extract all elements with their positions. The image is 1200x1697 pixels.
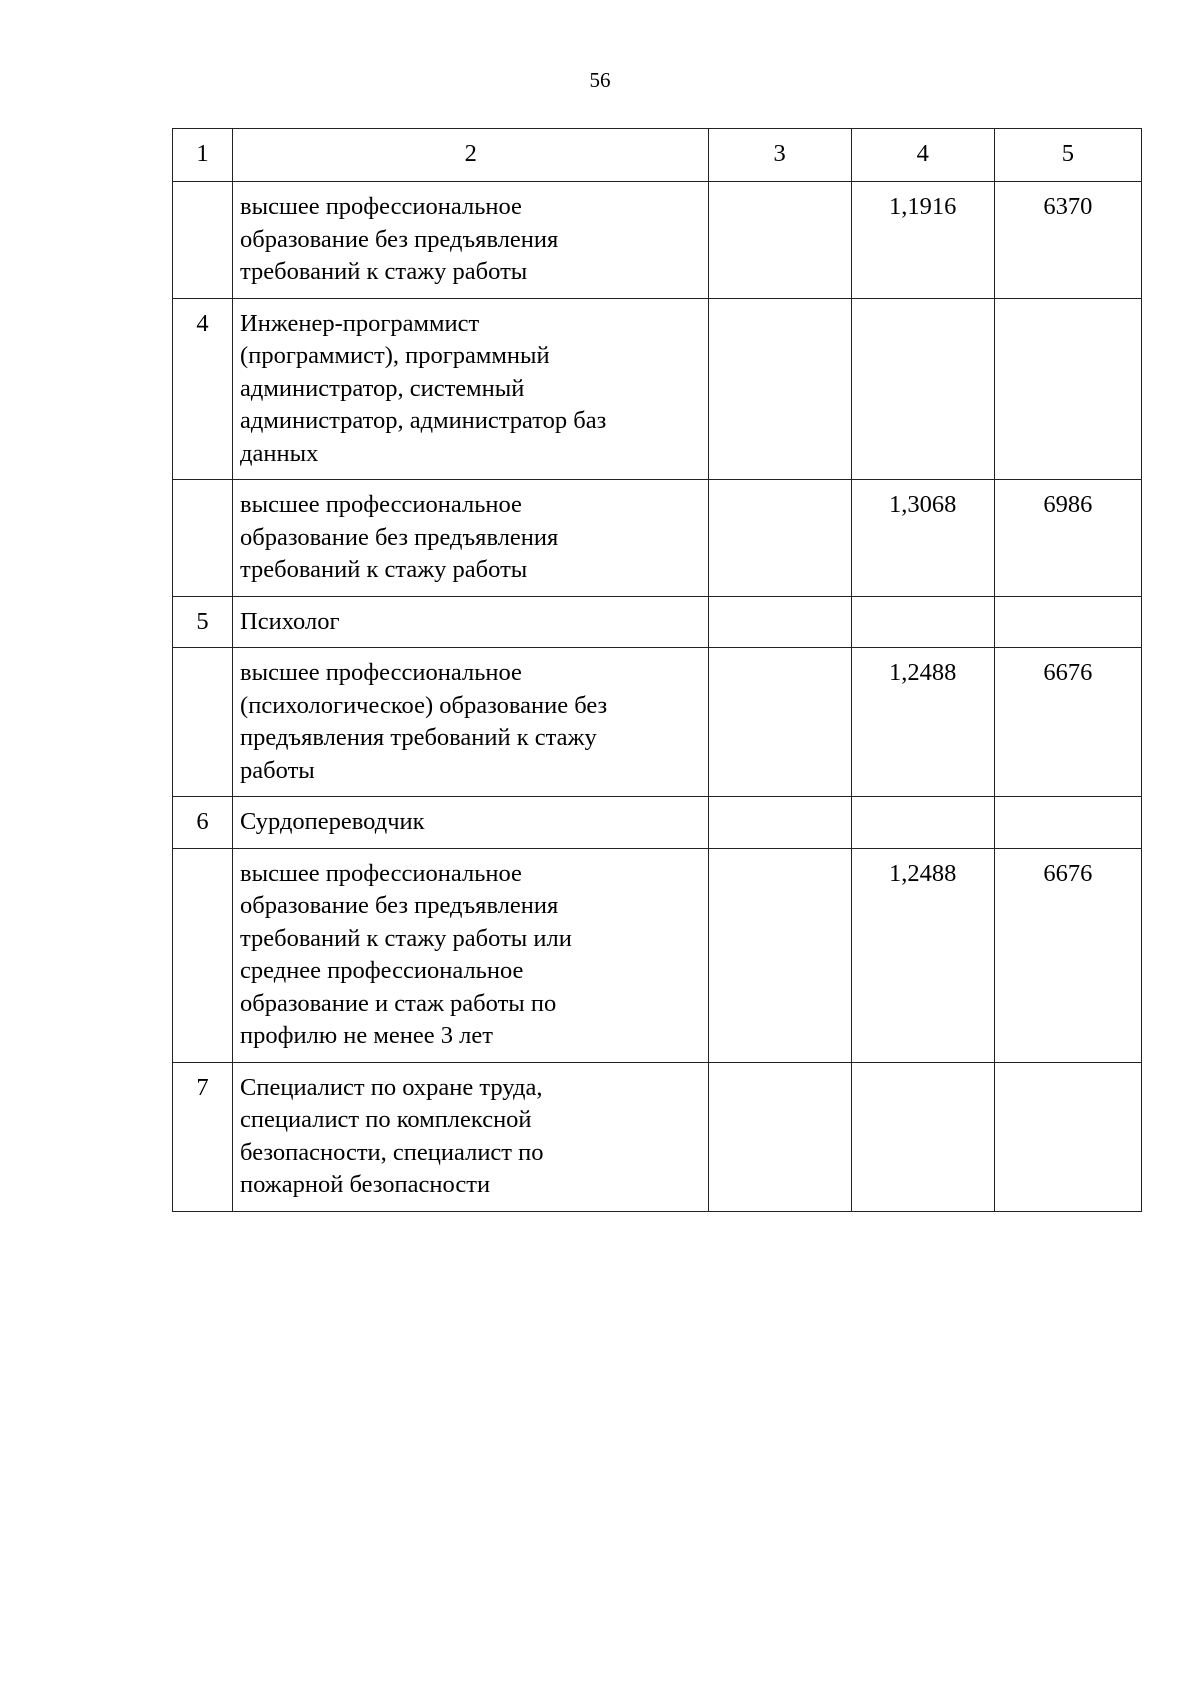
table-body <box>173 129 1142 1212</box>
salary-cell: 6986 <box>994 480 1141 597</box>
header-cell-3: 3 <box>708 129 851 182</box>
column-3-cell <box>708 648 851 797</box>
description-line: предъявления требований к стажу <box>240 724 597 751</box>
salary-cell: 6676 <box>994 848 1141 1062</box>
description-line: (психологическое) образование без <box>240 691 608 719</box>
table-row <box>173 1062 1142 1211</box>
position-description-cell <box>233 298 708 480</box>
description-line: образование без предъявления <box>240 225 559 253</box>
description-line: пожарной безопасности <box>240 1171 491 1198</box>
table-row <box>173 596 1142 648</box>
description-line: администратор, администратор баз <box>240 407 607 434</box>
position-description-cell <box>233 596 708 648</box>
description-line: Сурдопереводчик <box>240 808 425 835</box>
table-row <box>173 648 1142 797</box>
column-3-cell <box>708 298 851 480</box>
description-line: специалист по комплексной <box>240 1106 532 1133</box>
description-line: высшее профессиональное <box>240 491 522 518</box>
table-row <box>173 298 1142 480</box>
salary-cell <box>994 797 1141 849</box>
description-line: Инженер-программист <box>240 309 480 337</box>
row-number-cell: 6 <box>173 797 233 849</box>
column-3-cell <box>708 848 851 1062</box>
row-number-cell <box>173 480 233 597</box>
description-line: требований к стажу работы <box>240 556 528 583</box>
row-number-cell <box>173 848 233 1062</box>
column-3-cell <box>708 480 851 597</box>
column-3-cell <box>708 797 851 849</box>
column-3-cell <box>708 596 851 648</box>
coefficient-cell: 1,2488 <box>851 648 994 797</box>
row-number-cell: 4 <box>173 298 233 480</box>
salary-table <box>172 128 1142 1212</box>
description-line: профилю не менее 3 лет <box>240 1022 493 1049</box>
description-line: администратор, системный <box>240 374 525 402</box>
description-line: Психолог <box>240 607 340 635</box>
coefficient-cell <box>851 298 994 480</box>
coefficient-cell <box>851 596 994 648</box>
description-line: образование без предъявления <box>240 892 559 919</box>
position-description-cell <box>233 848 708 1062</box>
description-line: среднее профессиональное <box>240 957 524 984</box>
salary-cell <box>994 1062 1141 1211</box>
table-row <box>173 182 1142 299</box>
header-cell-1: 1 <box>173 129 233 182</box>
position-description-cell <box>233 648 708 797</box>
description-line: (программист), программный <box>240 342 550 369</box>
description-line: требований к стажу работы или <box>240 924 572 952</box>
salary-cell: 6370 <box>994 182 1141 299</box>
column-3-cell <box>708 182 851 299</box>
coefficient-cell: 1,2488 <box>851 848 994 1062</box>
description-line: безопасности, специалист по <box>240 1138 544 1166</box>
coefficient-cell <box>851 797 994 849</box>
description-line: Специалист по охране труда, <box>240 1073 543 1101</box>
header-cell-4: 4 <box>851 129 994 182</box>
table-row <box>173 848 1142 1062</box>
row-number-cell <box>173 182 233 299</box>
description-line: высшее профессиональное <box>240 859 522 887</box>
row-number-cell <box>173 648 233 797</box>
description-line: образование без предъявления <box>240 523 559 551</box>
description-line: образование и стаж работы по <box>240 989 557 1017</box>
salary-cell: 6676 <box>994 648 1141 797</box>
position-description-cell <box>233 1062 708 1211</box>
coefficient-cell: 1,3068 <box>851 480 994 597</box>
table-header-row <box>173 129 1142 182</box>
table-row <box>173 480 1142 597</box>
description-line: требований к стажу работы <box>240 258 528 285</box>
column-3-cell <box>708 1062 851 1211</box>
row-number-cell: 5 <box>173 596 233 648</box>
table-row <box>173 797 1142 849</box>
description-line: высшее профессиональное <box>240 193 522 220</box>
position-description-cell <box>233 182 708 299</box>
coefficient-cell <box>851 1062 994 1211</box>
page-number: 56 <box>589 68 611 92</box>
salary-cell <box>994 298 1141 480</box>
position-description-cell <box>233 480 708 597</box>
row-number-cell: 7 <box>173 1062 233 1211</box>
description-line: работы <box>240 756 315 784</box>
position-description-cell <box>233 797 708 849</box>
description-line: данных <box>240 439 319 467</box>
header-cell-5: 5 <box>994 129 1141 182</box>
salary-cell <box>994 596 1141 648</box>
description-line: высшее профессиональное <box>240 659 522 686</box>
header-cell-2: 2 <box>233 129 708 182</box>
coefficient-cell: 1,1916 <box>851 182 994 299</box>
